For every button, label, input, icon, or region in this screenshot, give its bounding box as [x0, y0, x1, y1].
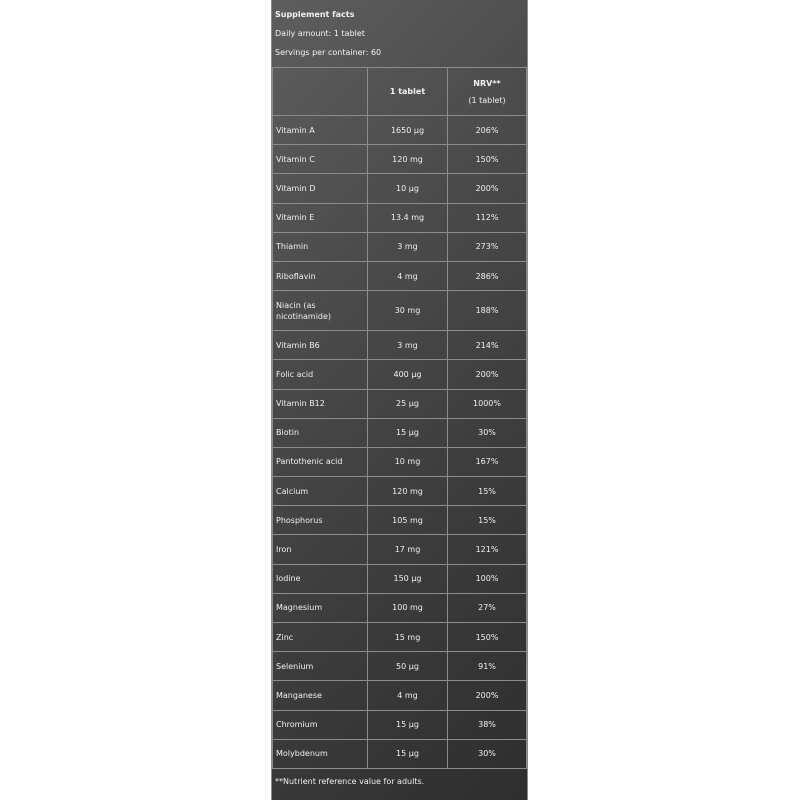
- nutrient-amount: 120 mg: [368, 477, 448, 506]
- nutrient-nrv: 91%: [448, 652, 527, 681]
- nutrient-name: Vitamin B6: [273, 331, 368, 360]
- table-row: [273, 535, 527, 564]
- nutrient-nrv: 100%: [448, 564, 527, 593]
- nutrient-amount: 3 mg: [368, 232, 448, 261]
- nutrient-amount: 15 µg: [368, 418, 448, 447]
- nutrient-name: Molybdenum: [273, 739, 368, 768]
- nutrient-amount: 4 mg: [368, 681, 448, 710]
- nutrient-nrv: 15%: [448, 506, 527, 535]
- nutrient-amount: 150 µg: [368, 564, 448, 593]
- table-row: [273, 418, 527, 447]
- nutrient-nrv: 1000%: [448, 389, 527, 418]
- nutrient-name: Vitamin E: [273, 203, 368, 232]
- table-row: [273, 681, 527, 710]
- nutrient-name: Pantothenic acid: [273, 447, 368, 476]
- nutrient-nrv: 30%: [448, 739, 527, 768]
- nutrient-nrv: 200%: [448, 174, 527, 203]
- nutrient-amount: 25 µg: [368, 389, 448, 418]
- nutrient-nrv: 150%: [448, 623, 527, 652]
- nutrient-amount: 15 µg: [368, 710, 448, 739]
- servings-per-container: Servings per container: 60: [275, 48, 382, 57]
- table-row: [273, 203, 527, 232]
- header-amount-label: 1 tablet: [389, 87, 426, 96]
- nutrient-name: Magnesium: [273, 593, 368, 622]
- nutrient-amount: 15 mg: [368, 623, 448, 652]
- nutrient-name: Calcium: [273, 477, 368, 506]
- table-row: [273, 145, 527, 174]
- table-row: [273, 261, 527, 290]
- nutrient-amount: 15 µg: [368, 739, 448, 768]
- nutrient-nrv: 200%: [448, 360, 527, 389]
- nutrient-amount: 4 mg: [368, 261, 448, 290]
- header-cell-nrv: [448, 68, 527, 116]
- supplement-facts-panel: [271, 0, 528, 800]
- nutrient-amount: 50 µg: [368, 652, 448, 681]
- nutrient-nrv: 286%: [448, 261, 527, 290]
- table-header-row: [273, 68, 527, 116]
- header-cell-nutrient: [273, 68, 368, 116]
- nutrient-name: Folic acid: [273, 360, 368, 389]
- nutrient-nrv: 15%: [448, 477, 527, 506]
- nutrient-name: Biotin: [273, 418, 368, 447]
- nutrient-nrv: 188%: [448, 291, 527, 331]
- table-row: [273, 174, 527, 203]
- nutrient-name: Vitamin A: [273, 116, 368, 145]
- table-row: [273, 652, 527, 681]
- table-row: [273, 506, 527, 535]
- nutrient-nrv: 30%: [448, 418, 527, 447]
- nutrient-name: Niacin (as nicotinamide): [273, 291, 368, 331]
- table-row: [273, 739, 527, 768]
- table-row: [273, 564, 527, 593]
- nutrient-nrv: 112%: [448, 203, 527, 232]
- nutrient-nrv: 214%: [448, 331, 527, 360]
- nutrient-amount: 17 mg: [368, 535, 448, 564]
- table-row: [273, 710, 527, 739]
- nutrition-table: [272, 67, 527, 769]
- nutrient-amount: 1650 µg: [368, 116, 448, 145]
- nutrient-name: Zinc: [273, 623, 368, 652]
- nutrient-name: Chromium: [273, 710, 368, 739]
- nutrient-nrv: 38%: [448, 710, 527, 739]
- nutrient-name: Selenium: [273, 652, 368, 681]
- header-nrv-label: NRV**: [473, 78, 501, 88]
- table-row: [273, 291, 527, 331]
- nutrient-nrv: 273%: [448, 232, 527, 261]
- nutrient-amount: 105 mg: [368, 506, 448, 535]
- nutrient-amount: 400 µg: [368, 360, 448, 389]
- page-title: Supplement facts: [275, 10, 355, 19]
- table-row: [273, 593, 527, 622]
- nutrient-amount: 3 mg: [368, 331, 448, 360]
- header-cell-amount: [368, 68, 448, 116]
- nutrient-amount: 30 mg: [368, 291, 448, 331]
- footnote: **Nutrient reference value for adults.: [275, 777, 425, 786]
- nutrient-name: Vitamin B12: [273, 389, 368, 418]
- table-row: [273, 232, 527, 261]
- daily-amount: Daily amount: 1 tablet: [275, 29, 365, 38]
- nutrient-nrv: 167%: [448, 447, 527, 476]
- nutrient-name: Vitamin D: [273, 174, 368, 203]
- nutrient-name: Manganese: [273, 681, 368, 710]
- table-row: [273, 623, 527, 652]
- nutrient-name: Thiamin: [273, 232, 368, 261]
- table-row: [273, 331, 527, 360]
- table-row: [273, 360, 527, 389]
- nutrient-amount: 120 mg: [368, 145, 448, 174]
- table-row: [273, 116, 527, 145]
- nutrient-nrv: 121%: [448, 535, 527, 564]
- header-nrv-sublabel: (1 tablet): [468, 95, 506, 105]
- nutrient-name: Phosphorus: [273, 506, 368, 535]
- nutrient-name: Vitamin C: [273, 145, 368, 174]
- nutrient-name: Iron: [273, 535, 368, 564]
- nutrient-nrv: 200%: [448, 681, 527, 710]
- table-row: [273, 447, 527, 476]
- nutrient-amount: 13.4 mg: [368, 203, 448, 232]
- nutrient-amount: 100 mg: [368, 593, 448, 622]
- nutrient-nrv: 206%: [448, 116, 527, 145]
- table-row: [273, 477, 527, 506]
- nutrient-amount: 10 mg: [368, 447, 448, 476]
- nutrient-name: Riboflavin: [273, 261, 368, 290]
- table-row: [273, 389, 527, 418]
- nutrient-nrv: 27%: [448, 593, 527, 622]
- nutrient-amount: 10 µg: [368, 174, 448, 203]
- nutrient-name: Iodine: [273, 564, 368, 593]
- nutrient-nrv: 150%: [448, 145, 527, 174]
